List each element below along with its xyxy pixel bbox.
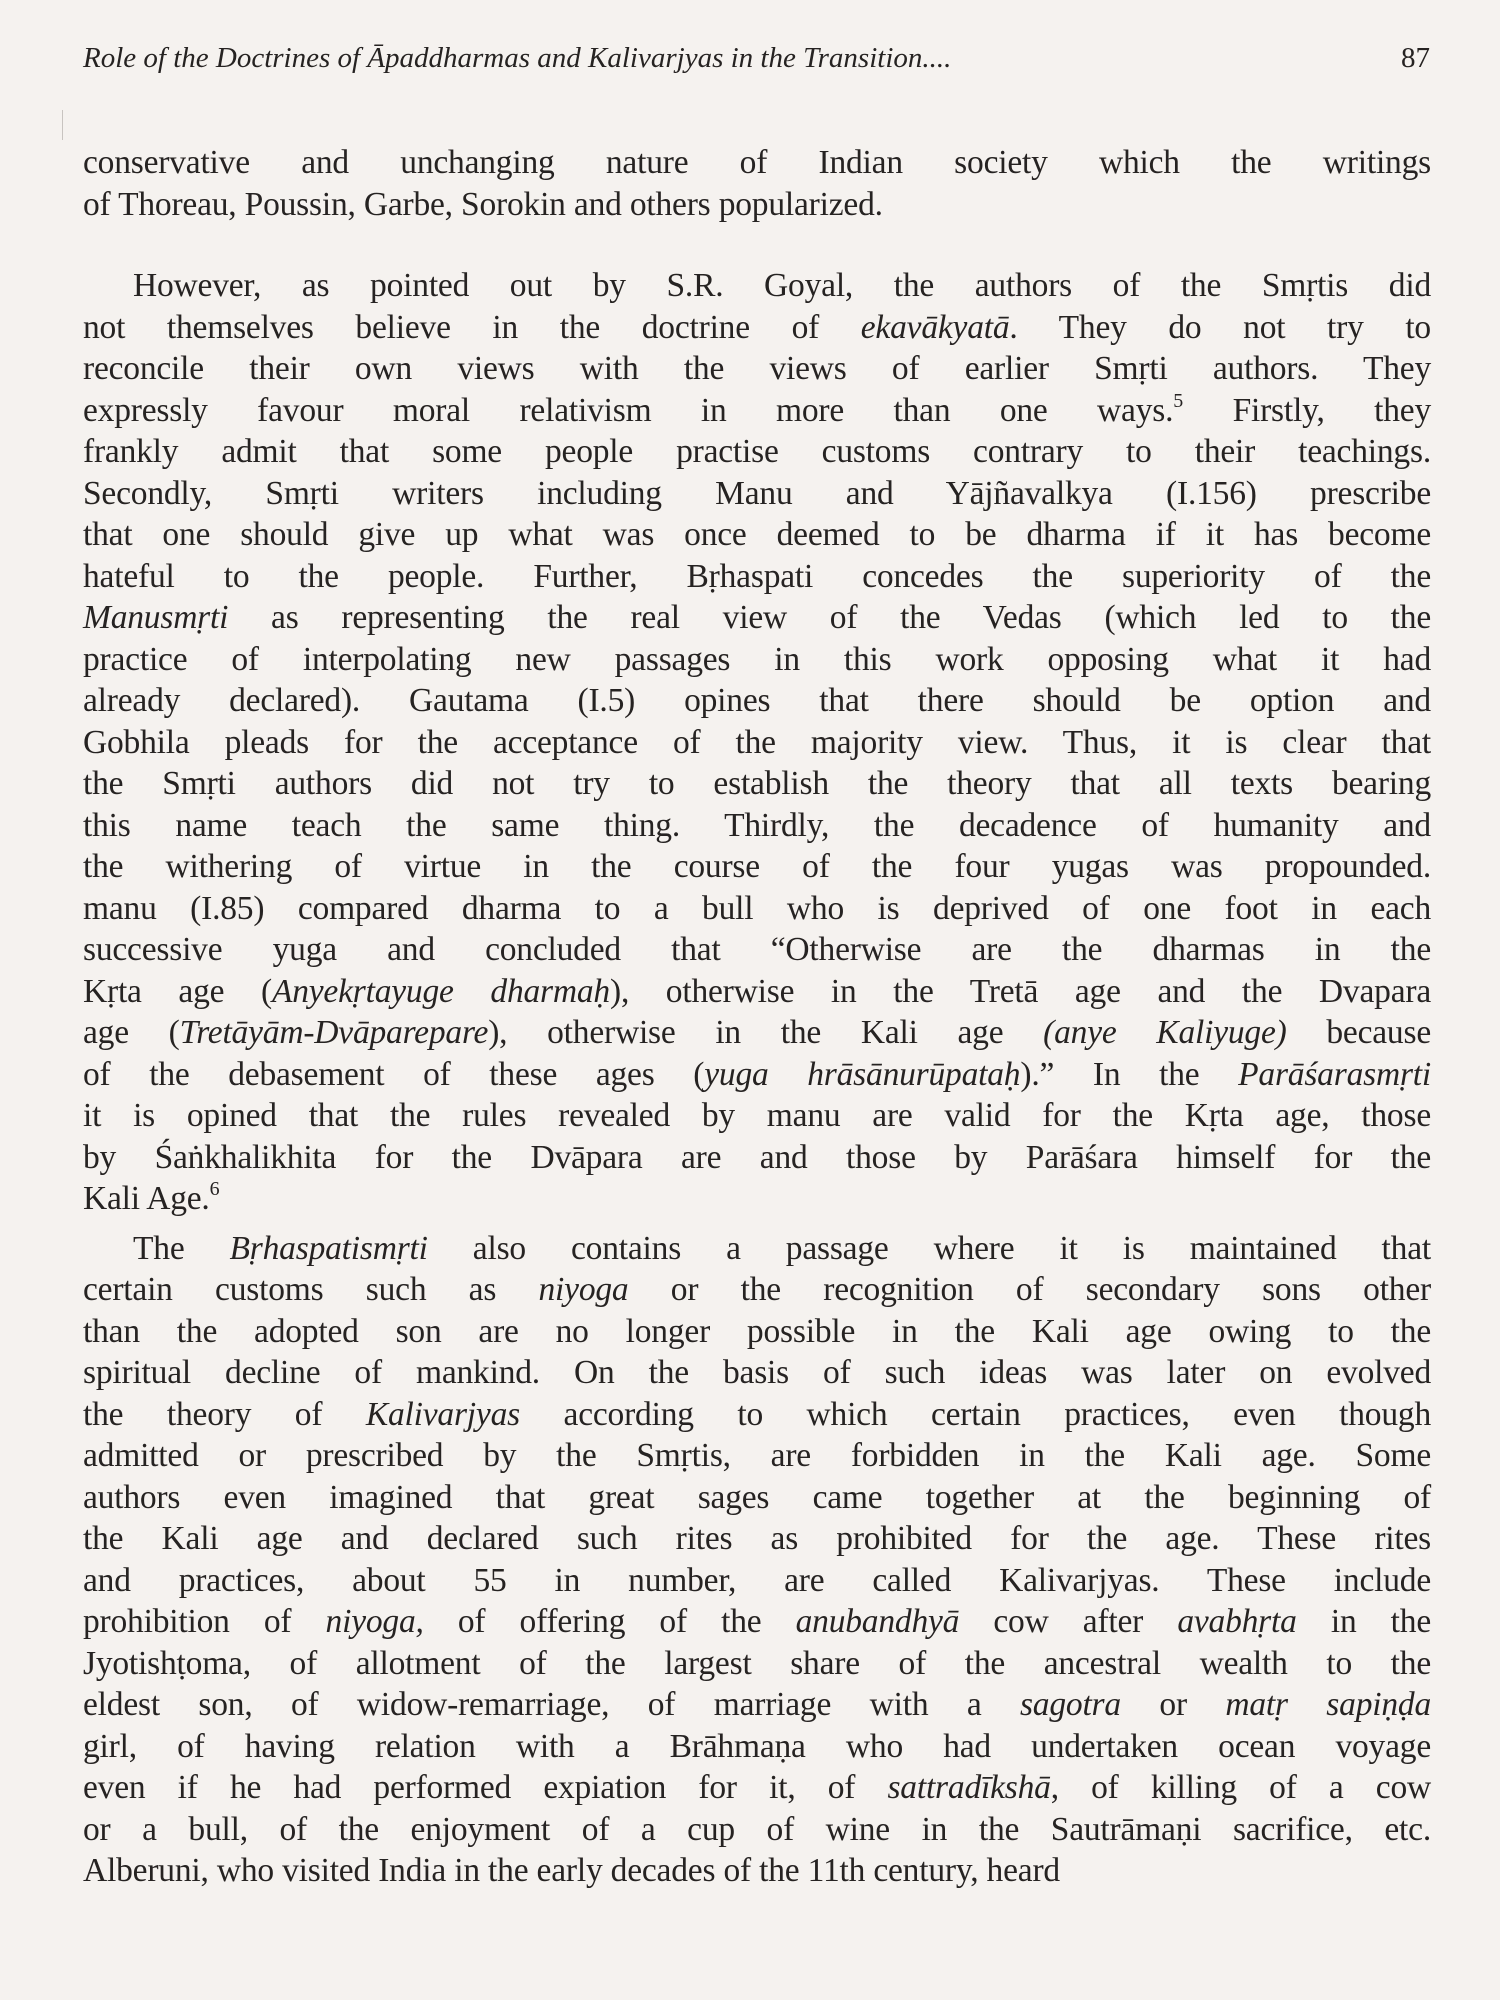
- text-run: ), otherwise in the Kali age: [488, 1014, 1044, 1051]
- text-line: [83, 888, 1431, 930]
- text-line: [83, 1311, 1431, 1353]
- text-run: Alberuni, who visited India in the early decades of the 11th century, heard: [83, 1852, 1060, 1889]
- text-line: [83, 1178, 1431, 1220]
- italic-term: Parāśarasmṛti: [1238, 1055, 1431, 1093]
- text-line: [83, 348, 1431, 390]
- text-run: authors even imagined that great sages came together at the beginning of: [83, 1478, 1431, 1516]
- text-run: successive yuga and concluded that “Otherwise are the dharmas in the: [83, 931, 1431, 968]
- text-line: [83, 971, 1431, 1013]
- paragraph: [83, 142, 1431, 225]
- text-line: [83, 1726, 1431, 1768]
- text-line: [83, 1684, 1431, 1726]
- text-line: [83, 1394, 1431, 1436]
- text-run: cow after: [959, 1603, 1178, 1640]
- text-run: certain customs such as: [83, 1271, 539, 1308]
- text-line: [83, 1518, 1431, 1560]
- text-run: eldest son, of widow-remarriage, of marriage with a: [83, 1686, 1020, 1723]
- text-run: that one should give up what was once deemed to be dharma if it has become: [83, 516, 1431, 553]
- scan-margin-mark: [62, 110, 63, 140]
- text-line: [83, 307, 1431, 349]
- text-line: [83, 1560, 1431, 1602]
- text-line: [83, 1095, 1431, 1137]
- text-run: Jyotishṭoma, of allotment of the largest share of the ancestral wealth to the: [83, 1644, 1431, 1682]
- text-run: of Thoreau, Poussin, Garbe, Sorokin and others popularized.: [83, 185, 883, 223]
- italic-term: Kalivarjyas: [365, 1395, 520, 1433]
- italic-term: niyoga: [538, 1271, 629, 1308]
- italic-term: Bṛhaspatismṛti: [229, 1229, 428, 1267]
- italic-term: niyoga,: [325, 1603, 424, 1640]
- text-run: in the: [1296, 1603, 1432, 1640]
- text-run: Firstly, they: [1183, 391, 1431, 429]
- text-run: ), otherwise in the Tretā age and the Dvapara: [609, 972, 1431, 1010]
- text-run: according to which certain practices, even though: [519, 1395, 1431, 1433]
- text-run: hateful to the people. Further, Bṛhaspati concedes the superiority of the: [83, 557, 1431, 595]
- text-line: [83, 390, 1431, 432]
- text-run: The: [133, 1229, 230, 1267]
- text-run: the Kali age and declared such rites as prohibited for the age. These rites: [83, 1520, 1431, 1557]
- text-run: frankly admit that some people practise customs contrary to their teachings.: [83, 433, 1431, 470]
- italic-term: (anye Kaliyuge): [1043, 1014, 1287, 1051]
- text-run: this name teach the same thing. Thirdly, the decadence of humanity and: [83, 806, 1431, 844]
- text-run: manu (I.85) compared dharma to a bull who is deprived of one foot in each: [83, 889, 1431, 927]
- paragraph: [83, 1228, 1431, 1892]
- footnote-ref: 5: [1173, 389, 1184, 412]
- running-title: Role of the Doctrines of Āpaddharmas and Kalivarjyas in the Transition....: [83, 42, 952, 74]
- italic-term: Anyekṛtayuge dharmaḥ: [271, 972, 610, 1010]
- text-run: reconcile their own views with the views of earlier Smṛti authors. They: [83, 350, 1431, 387]
- text-run: practice of interpolating new passages in this work opposing what it had: [83, 640, 1431, 678]
- text-run: Kṛta age (: [83, 972, 272, 1010]
- text-line: [83, 1767, 1431, 1809]
- italic-term: sagotra: [1019, 1686, 1121, 1723]
- text-run: However, as pointed out by S.R. Goyal, the authors of the Smṛtis did: [133, 267, 1431, 304]
- text-line: [83, 1435, 1431, 1477]
- text-line: [83, 142, 1431, 184]
- text-line: [83, 639, 1431, 681]
- text-line: [83, 184, 1431, 226]
- text-run: . They do not try to: [1009, 308, 1431, 346]
- text-run: or: [1120, 1686, 1226, 1723]
- text-line: [83, 722, 1431, 764]
- text-line: [83, 929, 1431, 971]
- text-line: [83, 763, 1431, 805]
- text-run: spiritual decline of mankind. On the basis of such ideas was later on evolved: [83, 1354, 1431, 1391]
- text-run: or the recognition of secondary sons other: [628, 1271, 1431, 1308]
- text-line: [83, 1643, 1431, 1685]
- text-run: age (: [83, 1014, 180, 1051]
- italic-term: matṛ sapiṇḍa: [1225, 1686, 1431, 1723]
- text-run: girl, of having relation with a Brāhmaṇa who had undertaken ocean voyage: [83, 1727, 1431, 1765]
- text-run: Secondly, Smṛti writers including Manu and Yājñavalkya (I.156) prescribe: [83, 474, 1431, 512]
- text-line: [83, 1477, 1431, 1519]
- text-line: [83, 846, 1431, 888]
- page-body-text: [83, 142, 1431, 1892]
- italic-term: yuga hrāsānurūpataḥ: [704, 1055, 1021, 1093]
- text-run: it is opined that the rules revealed by manu are valid for the Kṛta age, those: [83, 1097, 1431, 1134]
- text-run: even if he had performed expiation for it, of: [83, 1769, 888, 1806]
- text-line: [83, 805, 1431, 847]
- running-header: [83, 42, 1430, 86]
- text-run: the withering of virtue in the course of the four yugas was propounded.: [83, 848, 1431, 885]
- text-line: [83, 680, 1431, 722]
- text-line: [83, 597, 1431, 639]
- text-line: [83, 556, 1431, 598]
- text-run: expressly favour moral relativism in more than one ways.: [83, 391, 1174, 429]
- text-line: [83, 431, 1431, 473]
- text-run: the Smṛti authors did not try to establish the theory that all texts bearing: [83, 765, 1431, 802]
- text-run: of offering of the: [423, 1603, 796, 1640]
- text-run: of the debasement of these ages (: [83, 1055, 705, 1093]
- text-run: ).” In the: [1020, 1055, 1239, 1093]
- page-number: 87: [1401, 42, 1430, 74]
- text-run: and practices, about 55 in number, are called Kalivarjyas. These include: [83, 1561, 1431, 1599]
- text-run: as representing the real view of the Vedas (which led to the: [228, 599, 1431, 636]
- text-run: admitted or prescribed by the Smṛtis, are forbidden in the Kali age. Some: [83, 1437, 1431, 1474]
- text-run: conservative and unchanging nature of Indian society which the writings: [83, 144, 1431, 181]
- italic-term: ekavākyatā: [860, 308, 1010, 346]
- text-line: [83, 265, 1431, 307]
- text-line: [83, 1054, 1431, 1096]
- text-line: [83, 1228, 1431, 1270]
- italic-term: Tretāyām-Dvāparepare: [179, 1014, 489, 1051]
- italic-term: Manusmṛti: [83, 599, 229, 636]
- text-run: not themselves believe in the doctrine of: [83, 308, 861, 346]
- text-run: the theory of: [83, 1395, 366, 1433]
- text-run: than the adopted son are no longer possible in the Kali age owing to the: [83, 1312, 1431, 1350]
- text-run: by Śaṅkhalikhita for the Dvāpara are and those by Parāśara himself for the: [83, 1138, 1431, 1176]
- text-line: [83, 1012, 1431, 1054]
- text-run: Kali Age.: [83, 1180, 210, 1217]
- italic-term: sattradīkshā: [887, 1769, 1051, 1806]
- italic-term: anubandhyā: [795, 1603, 960, 1640]
- text-run: or a bull, of the enjoyment of a cup of wine in the Sautrāmaṇi sacrifice, etc.: [83, 1810, 1431, 1848]
- text-line: [83, 1601, 1431, 1643]
- text-line: [83, 514, 1431, 556]
- text-line: [83, 1850, 1431, 1892]
- text-line: [83, 1137, 1431, 1179]
- footnote-ref: 6: [209, 1178, 220, 1200]
- text-line: [83, 473, 1431, 515]
- text-line: [83, 1269, 1431, 1311]
- text-run: Gobhila pleads for the acceptance of the majority view. Thus, it is clear that: [83, 723, 1431, 761]
- text-run: , of killing of a cow: [1050, 1769, 1431, 1806]
- text-run: also contains a passage where it is maintained that: [427, 1229, 1431, 1267]
- italic-term: avabhṛta: [1177, 1603, 1297, 1640]
- paragraph: [83, 265, 1431, 1220]
- text-run: because: [1286, 1014, 1431, 1051]
- text-run: prohibition of: [83, 1603, 326, 1640]
- text-line: [83, 1809, 1431, 1851]
- text-run: already declared). Gautama (I.5) opines that there should be option and: [83, 682, 1431, 719]
- text-line: [83, 1352, 1431, 1394]
